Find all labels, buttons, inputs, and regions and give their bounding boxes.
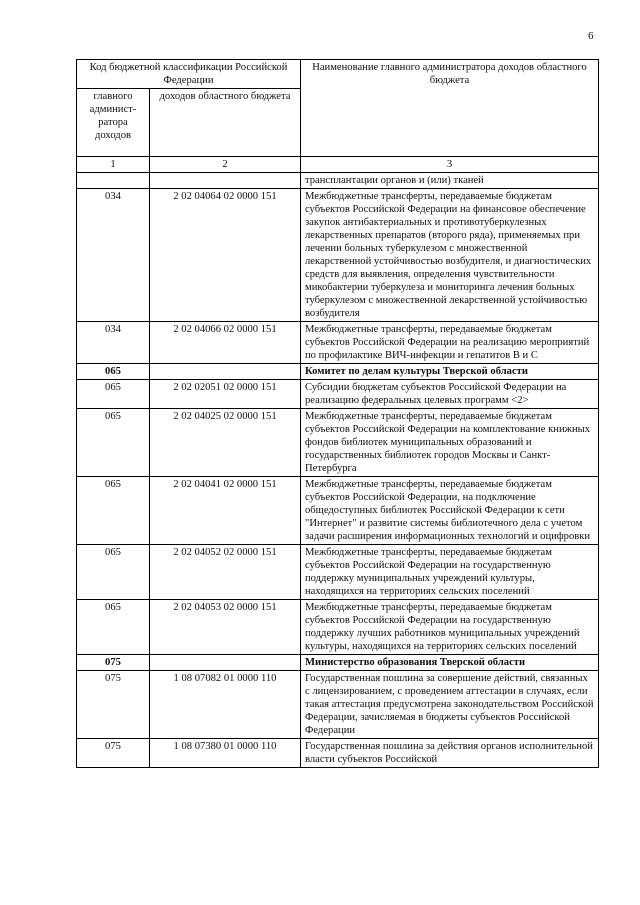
table-body xyxy=(77,173,599,768)
table-row xyxy=(77,477,599,545)
table-row xyxy=(77,600,599,655)
description-cell: Субсидии бюджетам субъектов Российской Федерации на реализацию федеральных целевых программ <2> xyxy=(301,380,599,409)
table-row xyxy=(77,364,599,380)
description-cell: Межбюджетные трансферты, передаваемые бюджетам субъектов Российской Федерации на реализацию мероприятий по профилактике ВИЧ-инфекции и гепатитов B и C xyxy=(301,322,599,364)
admin-code-cell: 065 xyxy=(77,409,150,477)
header-admin: главного админист-ратора доходов xyxy=(77,89,150,157)
income-code-cell: 2 02 04041 02 0000 151 xyxy=(150,477,301,545)
description-cell: Министерство образования Тверской области xyxy=(301,655,599,671)
admin-code-cell: 034 xyxy=(77,189,150,322)
description-cell: Межбюджетные трансферты, передаваемые бюджетам субъектов Российской Федерации на финансовое обеспечение закупок антибактериальных и противотуберкулезных лекарственных препаратов (второго ряда), применяемых при лечении больных туберкулезом с множественной лекарственной устойчивостью возбудителя, и диагностических средств для выявления, определения чувствительности микобактерии туберкулеза и мониторинга лечения больных туберкулезом с множественной лекарственной устойчивостью возбудителя xyxy=(301,189,599,322)
description-cell: Межбюджетные трансферты, передаваемые бюджетам субъектов Российской Федерации на комплектование книжных фондов библиотек муниципальных образований и государственных библиотек городов Москвы и Санкт-Петербурга xyxy=(301,409,599,477)
table-row xyxy=(77,380,599,409)
admin-code-cell: 065 xyxy=(77,380,150,409)
admin-code-cell: 065 xyxy=(77,364,150,380)
income-code-cell: 2 02 04025 02 0000 151 xyxy=(150,409,301,477)
admin-code-cell: 075 xyxy=(77,655,150,671)
table-row xyxy=(77,189,599,322)
admin-code-cell: 075 xyxy=(77,671,150,739)
description-cell: Комитет по делам культуры Тверской области xyxy=(301,364,599,380)
income-code-cell: 2 02 04064 02 0000 151 xyxy=(150,189,301,322)
admin-code-cell xyxy=(77,173,150,189)
income-code-cell: 1 08 07082 01 0000 110 xyxy=(150,671,301,739)
income-code-cell xyxy=(150,655,301,671)
admin-code-cell: 065 xyxy=(77,545,150,600)
header-num-1: 1 xyxy=(77,157,150,173)
admin-code-cell: 065 xyxy=(77,600,150,655)
description-cell: Межбюджетные трансферты, передаваемые бюджетам субъектов Российской Федерации, на подключение общедоступных библиотек Российской Федерации к сети "Интернет" и развитие системы библиотечного дела с учетом задачи расширения информационных технологий и оцифровки xyxy=(301,477,599,545)
admin-code-cell: 034 xyxy=(77,322,150,364)
description-cell: Государственная пошлина за действия органов исполнительной власти субъектов Российской xyxy=(301,739,599,768)
description-cell: Государственная пошлина за совершение действий, связанных с лицензированием, с проведением аттестации в случаях, если такая аттестация предусмотрена законодательством Российской Федерации, зачисляемая в бюджеты субъектов Российской Федерации xyxy=(301,671,599,739)
description-cell: Межбюджетные трансферты, передаваемые бюджетам субъектов Российской Федерации на государственную поддержку лучших работников муниципальных учреждений культуры, находящихся на территориях сельских поселений xyxy=(301,600,599,655)
table-row xyxy=(77,322,599,364)
income-code-cell xyxy=(150,173,301,189)
header-numbers-row xyxy=(77,157,599,173)
header-num-2: 2 xyxy=(150,157,301,173)
table-row xyxy=(77,739,599,768)
admin-code-cell: 065 xyxy=(77,477,150,545)
header-group-label: Код бюджетной классификации Российской Федерации xyxy=(77,60,301,89)
income-code-cell xyxy=(150,364,301,380)
header-name: Наименование главного администратора доходов областного бюджета xyxy=(301,60,599,157)
income-code-cell: 2 02 04052 02 0000 151 xyxy=(150,545,301,600)
page-number: 6 xyxy=(588,30,594,42)
table-row xyxy=(77,655,599,671)
description-cell: трансплантации органов и (или) тканей xyxy=(301,173,599,189)
header-income: доходов областного бюджета xyxy=(150,89,301,157)
admin-code-cell: 075 xyxy=(77,739,150,768)
table-row xyxy=(77,409,599,477)
header-row-top xyxy=(77,60,599,89)
table-row xyxy=(77,173,599,189)
description-cell: Межбюджетные трансферты, передаваемые бюджетам субъектов Российской Федерации на государственную поддержку муниципальных учреждений культуры, находящихся на территориях сельских поселений xyxy=(301,545,599,600)
table-row xyxy=(77,545,599,600)
income-code-cell: 2 02 02051 02 0000 151 xyxy=(150,380,301,409)
header-num-3: 3 xyxy=(301,157,599,173)
income-code-cell: 1 08 07380 01 0000 110 xyxy=(150,739,301,768)
income-code-cell: 2 02 04066 02 0000 151 xyxy=(150,322,301,364)
income-code-cell: 2 02 04053 02 0000 151 xyxy=(150,600,301,655)
budget-classification-table xyxy=(76,59,599,768)
table-row xyxy=(77,671,599,739)
